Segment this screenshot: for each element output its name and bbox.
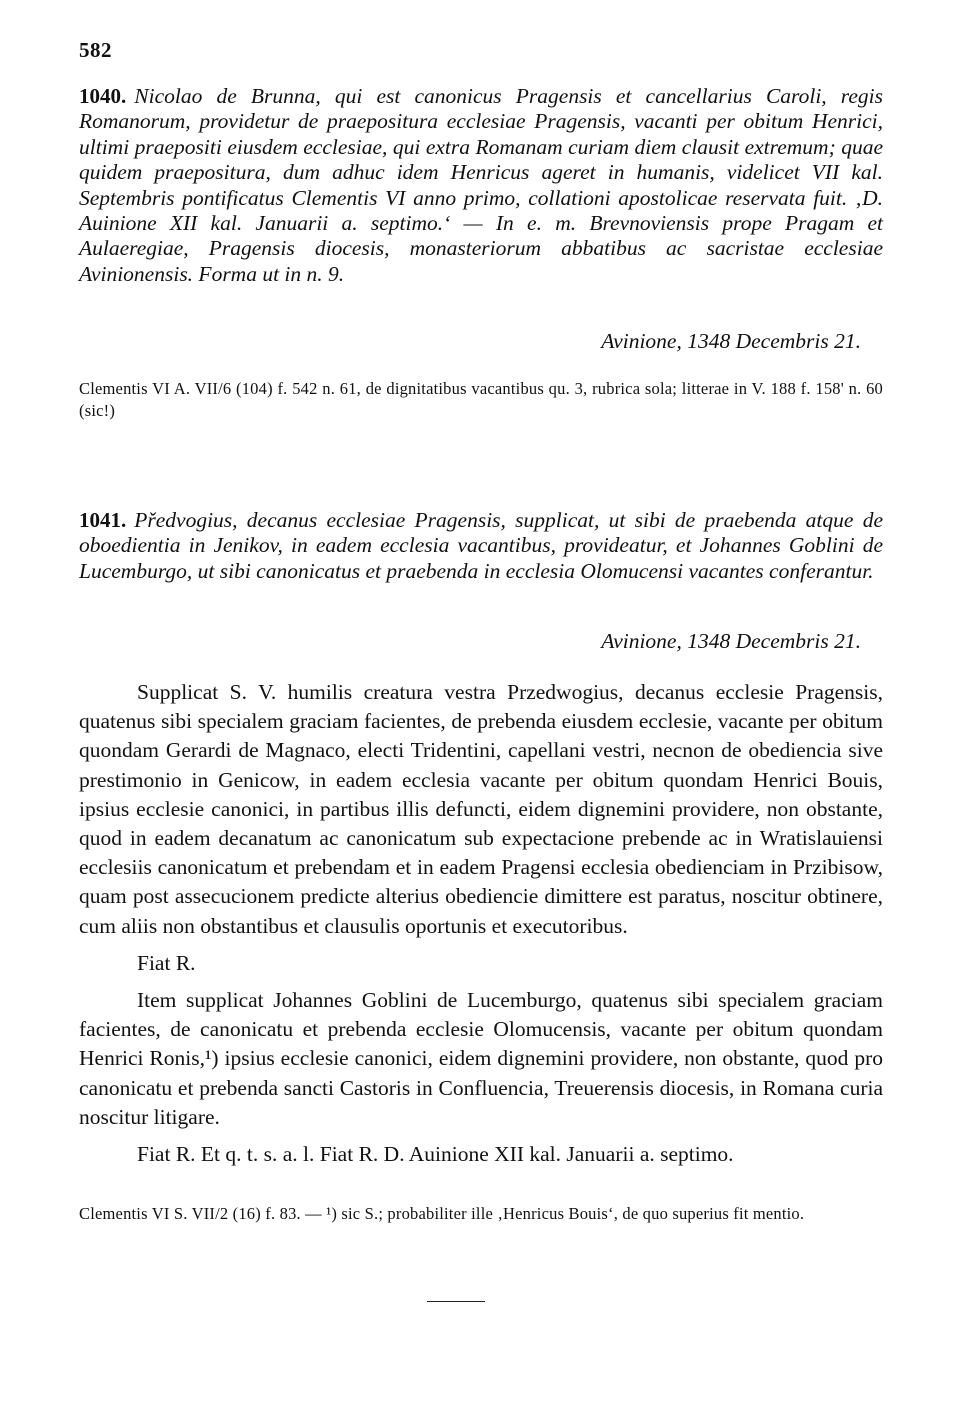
dateline-1040-wrap — [79, 329, 883, 354]
supplication-paragraph: Item supplicat Johannes Goblini de Lucemburgo, quatenus sibi specialem graciam facientes, de canonicatu et prebenda ecclesie Olomucensis, vacante per obitum quondam Henrici Ronis,¹) ipsius ecclesie canonici, eidem dignemini providere, non obstante, quod pro canonicatu et prebenda sancti Castoris in Confluencia, Treuerensis diocesis, in Romana curia noscitur litigare. — [79, 988, 883, 1129]
closing-rule — [427, 1301, 485, 1302]
dateline: Avinione, 1348 Decembris 21. — [601, 329, 861, 353]
regest-1041 — [79, 508, 883, 584]
regest-text: Nicolao de Brunna, qui est canonicus Pragensis et cancellarius Caroli, regis Romanorum, providetur de praepositura ecclesiae Pragensis, vacanti per obitum Henrici, ultimi praepositi eiusdem ecclesiae, qui extra Romanam curiam diem clausit extremum; quae quidem praepositura, dum adhuc idem Henricus ageret in humanis, videlicet VII kal. Septembris pontificatus Clementis VI anno primo, collationi apostolicae reservata fuit. ‚D. Auinione XII kal. Januarii a. septimo.‘ — In e. m. Brevnoviensis prope Pragam et Aulaeregiae, Pragensis diocesis, monasteriorum abbatibus ac sacristae ecclesiae Avinionensis. Forma ut in n. 9. — [79, 84, 883, 286]
source-note: Clementis VI A. VII/6 (104) f. 542 n. 61, de dignitatibus vacantibus qu. 3, rubrica sola; litterae in V. 188 f. 158' n. 60 (sic!) — [79, 379, 883, 420]
entry-number: 1041. — [79, 508, 127, 532]
dateline-1041-wrap — [79, 629, 883, 654]
regest-1040 — [79, 84, 883, 287]
entry-1041 — [79, 508, 883, 584]
body-1041 — [79, 678, 883, 1169]
source-1041-wrap — [79, 1203, 883, 1225]
entry-number: 1040. — [79, 84, 127, 108]
source-1040-wrap — [79, 378, 883, 422]
supplication-paragraph: Supplicat S. V. humilis creatura vestra Przedwogius, decanus ecclesie Pragensis, quatenus sibi specialem graciam facientes, de prebenda eiusdem ecclesie, vacante per obitum quondam Gerardi de Magnaco, electi Tridentini, capellani vestri, necnon de obediencia sive prestimonio in Genicow, in eadem ecclesia vacante per obitum quondam Henrici Bouis, ipsius ecclesie canonici, in partibus illis defuncti, eidem dignemini providere, non obstante, quod in eadem decanatum ac canonicatum sub expectacione prebende ac in Wratislauiensi ecclesiis canonicatum et prebendam et in eadem Pragensi ecclesia obedienciam in Przibisow, quam post assecucionem predicte alterius obediencie dimittere est paratus, noscitur obtinere, cum aliis non obstantibus et clausulis oportunis et executoribus. — [79, 680, 883, 938]
entry-1040 — [79, 84, 883, 287]
source-note: Clementis VI S. VII/2 (16) f. 83. — ¹) sic S.; probabiliter ille ‚Henricus Bouis‘, de quo superius fit mentio. — [79, 1204, 805, 1223]
fiat-line: Fiat R. Et q. t. s. a. l. Fiat R. D. Auinione XII kal. Januarii a. septimo. — [137, 1142, 734, 1167]
page-number: 582 — [79, 38, 112, 62]
fiat-line: Fiat R. — [137, 950, 196, 975]
regest-text: Předvogius, decanus ecclesiae Pragensis, supplicat, ut sibi de praebenda atque de oboedientia in Jenikov, in eadem ecclesia vacantibus, provideatur, et Johannes Goblini de Lucemburgo, ut sibi canonicatus et praebenda in ecclesia Olomucensi vacantes conferantur. — [79, 508, 883, 583]
dateline: Avinione, 1348 Decembris 21. — [601, 629, 861, 653]
